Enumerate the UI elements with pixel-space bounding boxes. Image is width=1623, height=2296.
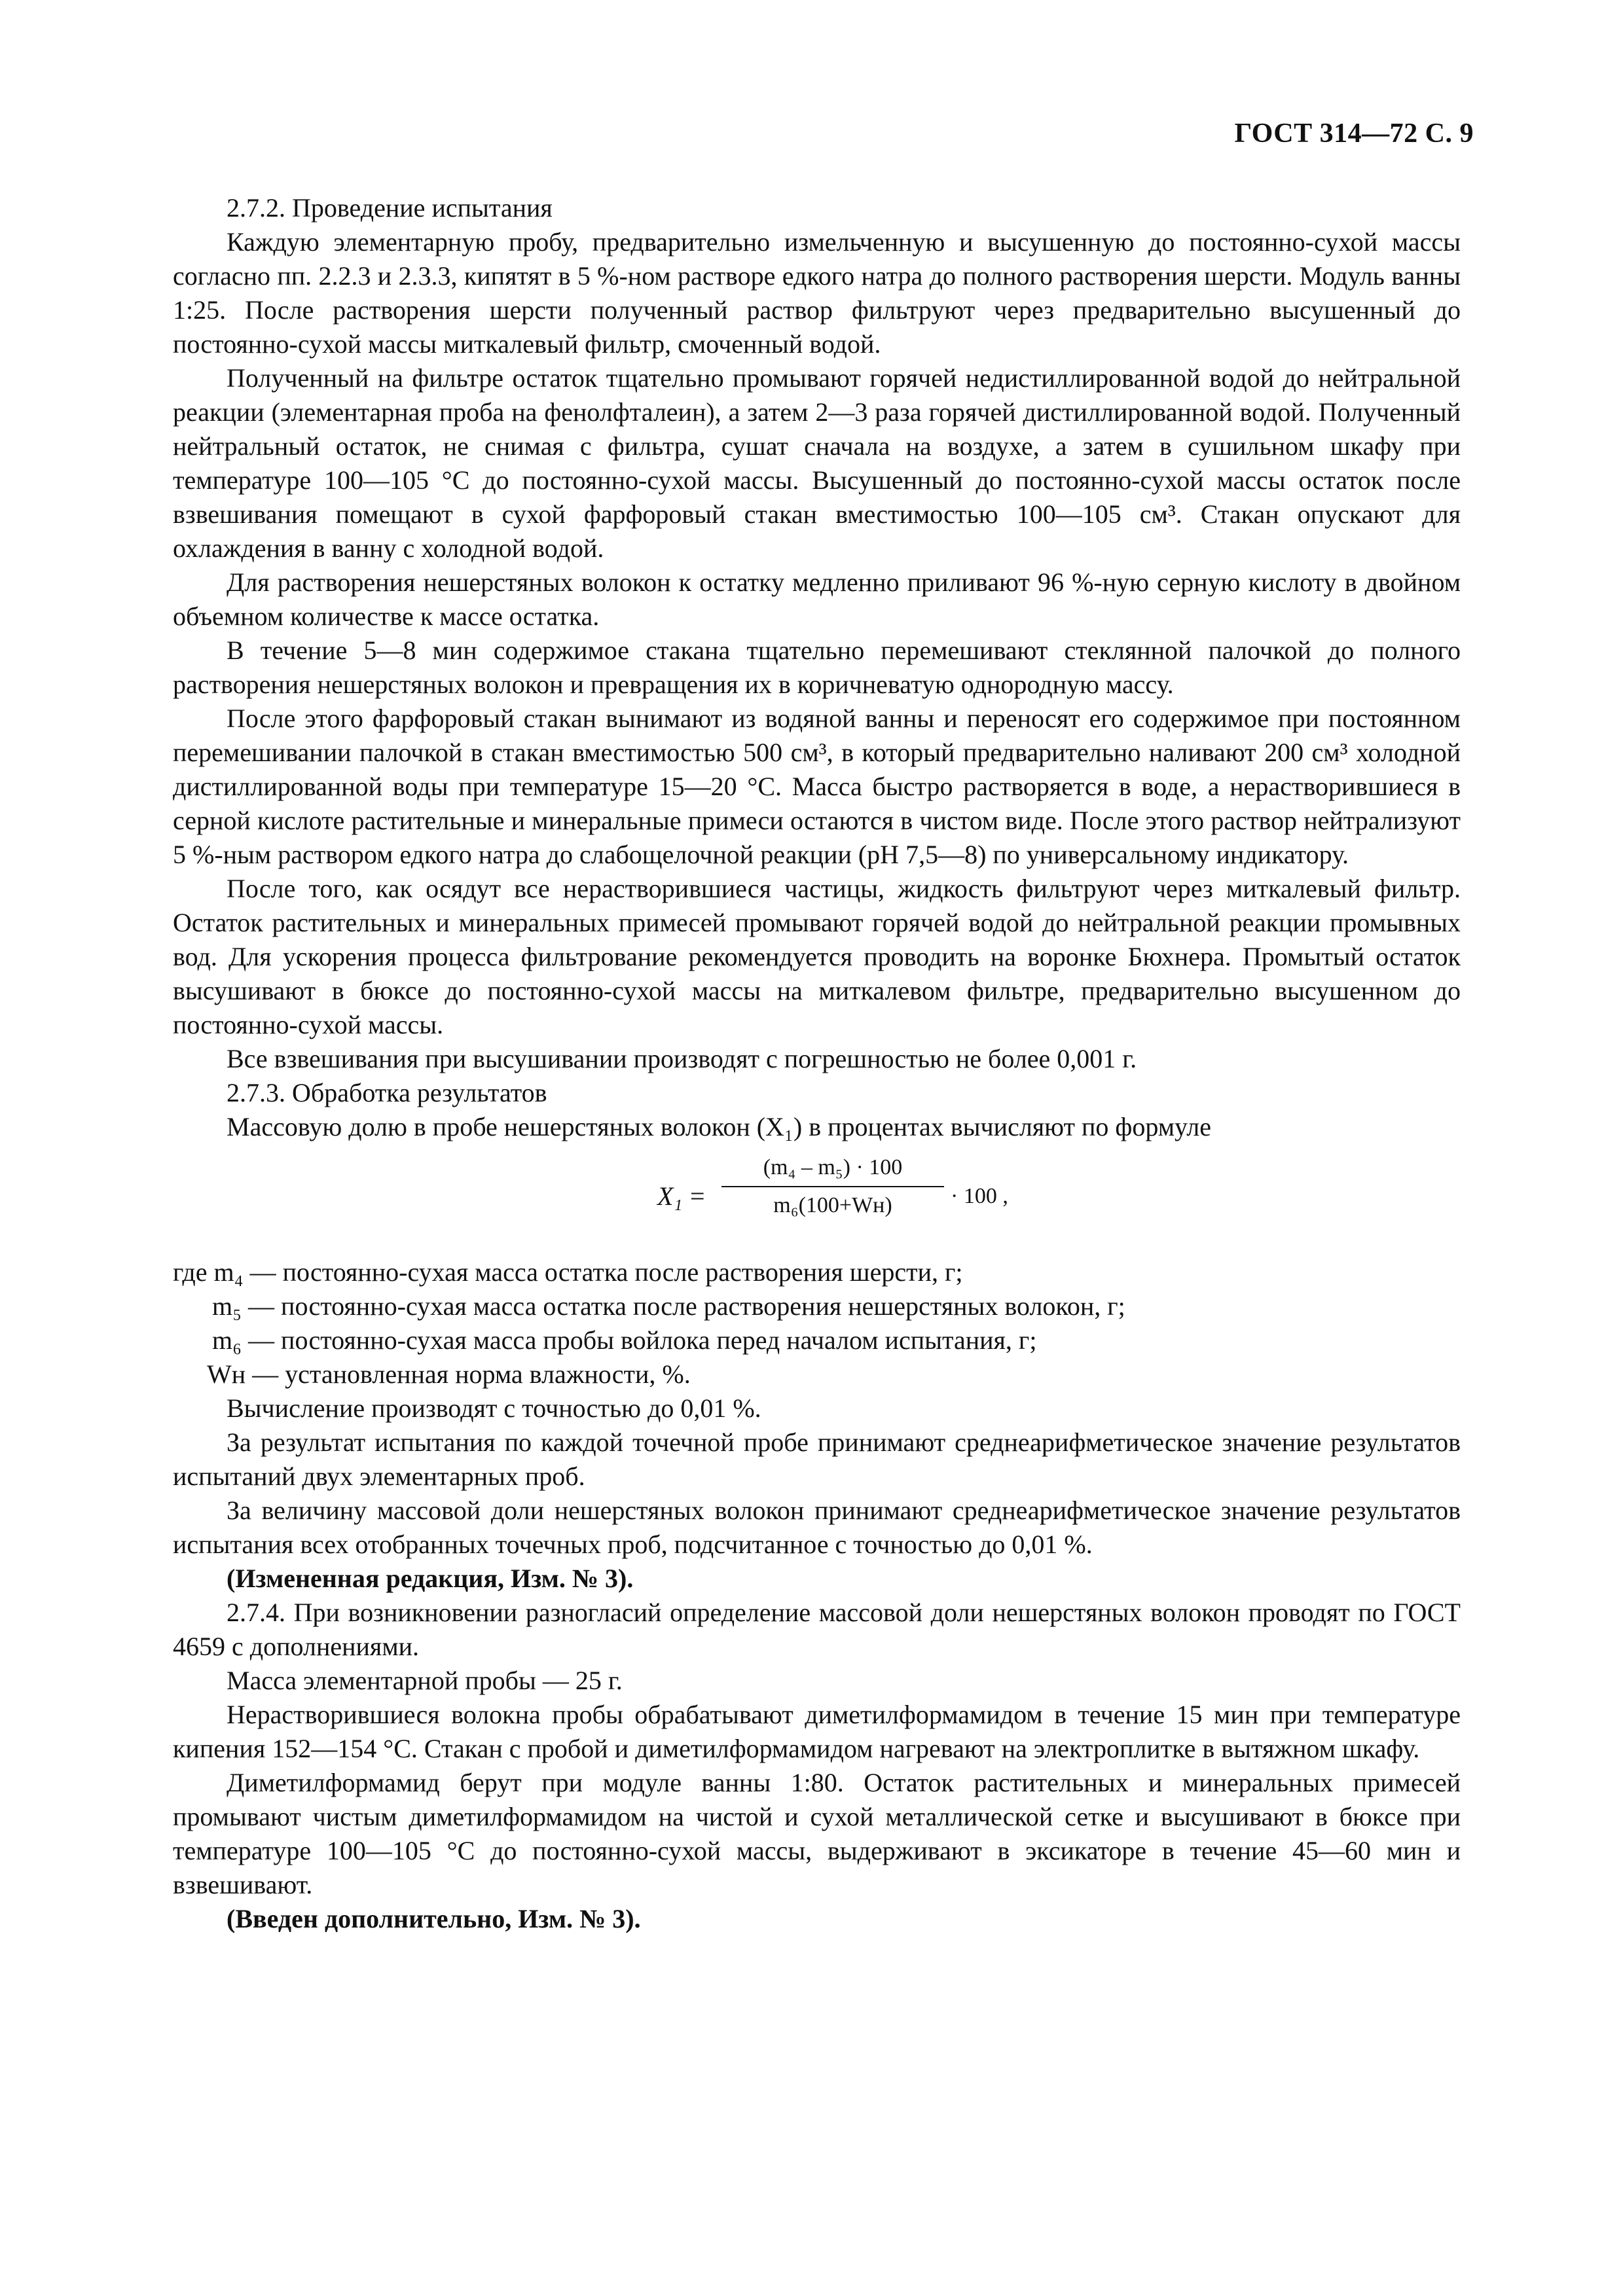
paragraph: Массовую долю в пробе нешерстяных волокон (X₁) в процентах вычисляют по формуле xyxy=(227,1112,1212,1141)
legend-row: где m₄ — постоянно-сухая масса остатка после растворения шерсти, г; xyxy=(173,1257,963,1287)
paragraph: После этого фарфоровый стакан вынимают из водяной ванны и переносят его содержимое при постоянном перемешивании палочкой в стакан вместимостью 500 см³, в который предварительно наливают 200 см³ холодной дистиллированной воды при температуре 15—20 °С. Масса быстро растворяется в воде, а нерастворившиеся в серной кислоте растительные и минеральные примеси остаются в чистом виде. После этого раствор нейтрализуют 5 %-ным раствором едкого натра до слабощелочной реакции (рН 7,5—8) по универсальному индикатору. xyxy=(173,704,1461,869)
paragraph: После того, как осядут все нерастворившиеся частицы, жидкость фильтруют через миткалевый фильтр. Остаток растительных и минеральных примесей промывают горячей водой до нейтральной реакции промывных вод. Для ускорения процесса фильтрование рекомендуется проводить на воронке Бюхнера. Промытый остаток высушивают в бюксе до постоянно-сухой массы на миткалевом фильтре, предварительно высушенном до постоянно-сухой массы. xyxy=(173,874,1461,1039)
formula-fraction xyxy=(721,1152,944,1221)
formula-legend xyxy=(173,1255,1461,1391)
paragraph: Каждую элементарную пробу, предварительно измельченную и высушенную до постоянно-сухой массы согласно пп. 2.2.3 и 2.3.3, кипятят в 5 %-ном растворе едкого натра до полного растворения шерсти. Модуль ванны 1:25. После растворения шерсти полученный раствор фильтруют через предварительно высушенный до постоянно-сухой массы миткалевый фильтр, смоченный водой. xyxy=(173,227,1461,359)
legend-row: m₅ — постоянно-сухая масса остатка после растворения нешерстяных волокон, г; xyxy=(212,1291,1125,1321)
paragraph: Для растворения нешерстяных волокон к остатку медленно приливают 96 %-ную серную кислоту в двойном объемном количестве к массе остатка. xyxy=(173,567,1461,631)
paragraph: За результат испытания по каждой точечной пробе принимают среднеарифметическое значение результатов испытаний двух элементарных проб. xyxy=(173,1427,1461,1491)
paragraph: Все взвешивания при высушивании производят с погрешностью не более 0,001 г. xyxy=(227,1044,1137,1073)
formula-lhs: X₁ xyxy=(657,1181,683,1211)
formula-tail: · 100 , xyxy=(951,1184,1008,1208)
paragraph: Полученный на фильтре остаток тщательно промывают горячей недистиллированной водой до нейтральной реакции (элементарная проба на фенолфталеин), а затем 2—3 раза горячей дистиллированной водой. Полученный нейтральный остаток, не снимая с фильтра, сушат сначала на воздухе, а затем в сушильном шкафу при температуре 100—105 °С до постоянно-сухой массы. Высушенный до постоянно-сухой массы остаток после взвешивания помещают в сухой фарфоровый стакан вместимостью 100—105 см³. Стакан опускают для охлаждения в ванну с холодной водой. xyxy=(173,363,1461,563)
paragraph: В течение 5—8 мин содержимое стакана тщательно перемешивают стеклянной палочкой до полного растворения нешерстяных волокон и превращения их в коричневатую однородную массу. xyxy=(173,636,1461,699)
paragraph: 2.7.4. При возникновении разногласий определение массовой доли нешерстяных волокон проводят по ГОСТ 4659 с дополнениями. xyxy=(173,1598,1461,1661)
fraction-bar xyxy=(721,1186,944,1187)
paragraph: Вычисление производят с точностью до 0,01 %. xyxy=(227,1393,761,1423)
paragraph: Диметилформамид берут при модуле ванны 1:80. Остаток растительных и минеральных примесей промывают чистым диметилформамидом на чистой и сухой металлической сетке и высушивают в бюксе при температуре 100—105 °С до постоянно-сухой массы, выдерживают в эксикаторе в течение 45—60 мин и взвешивают. xyxy=(173,1768,1461,1899)
formula-equals: = xyxy=(690,1181,705,1211)
amendment-note: (Измененная редакция, Изм. № 3). xyxy=(227,1564,634,1593)
amendment-note: (Введен дополнительно, Изм. № 3). xyxy=(227,1904,641,1933)
section-heading: 2.7.3. Обработка результатов xyxy=(227,1078,547,1107)
legend-row: m₆ — постоянно-сухая масса пробы войлока перед началом испытания, г; xyxy=(212,1325,1037,1355)
paragraph: Масса элементарной пробы — 25 г. xyxy=(227,1666,623,1695)
formula xyxy=(173,1148,1461,1246)
legend-row: Wн — установленная норма влажности, %. xyxy=(207,1359,691,1389)
formula-numerator: (m₄ – m₅) · 100 xyxy=(763,1155,903,1179)
formula-denominator: m₆(100+Wн) xyxy=(773,1193,892,1217)
paragraph: За величину массовой доли нешерстяных волокон принимают среднеарифметическое значение результатов испытания всех отобранных точечных проб, подсчитанное с точностью до 0,01 %. xyxy=(173,1496,1461,1559)
section-heading: 2.7.2. Проведение испытания xyxy=(227,193,553,223)
page-header: ГОСТ 314—72 С. 9 xyxy=(1234,118,1474,149)
document-body xyxy=(173,191,1461,1936)
paragraph: Нерастворившиеся волокна пробы обрабатывают диметилформамидом в течение 15 мин при температуре кипения 152—154 °С. Стакан с пробой и диметилформамидом нагревают на электроплитке в вытяжном шкафу. xyxy=(173,1700,1461,1763)
